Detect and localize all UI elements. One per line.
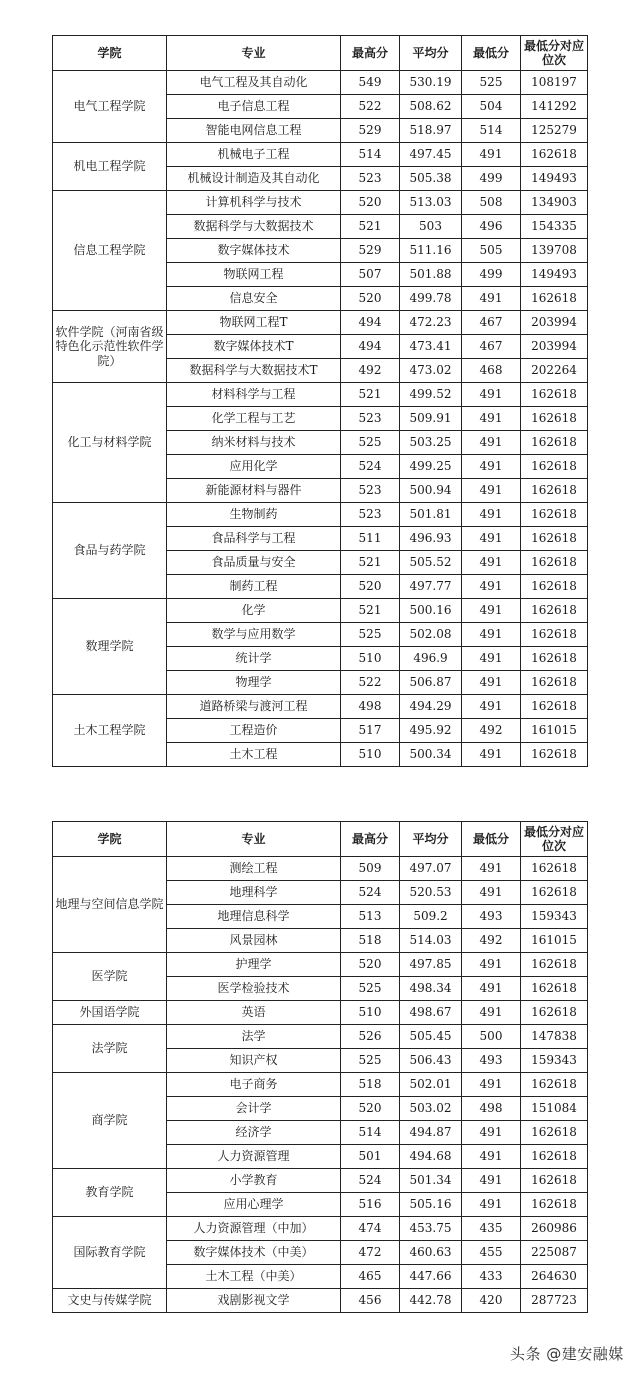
rank-cell: 162618 [521, 431, 588, 455]
major-cell: 材料科学与工程 [167, 383, 341, 407]
major-cell: 化学工程与工艺 [167, 407, 341, 431]
rank-cell: 162618 [521, 695, 588, 719]
avg-score-cell: 494.68 [400, 1145, 462, 1169]
table-row [53, 1073, 588, 1097]
table-row [53, 1001, 588, 1025]
max-score-cell: 501 [341, 1145, 400, 1169]
min-score-cell: 491 [462, 857, 521, 881]
min-score-cell: 492 [462, 929, 521, 953]
major-cell: 信息安全 [167, 287, 341, 311]
rank-cell: 162618 [521, 599, 588, 623]
avg-score-cell: 503 [400, 215, 462, 239]
max-score-cell: 510 [341, 1001, 400, 1025]
rank-cell: 162618 [521, 1145, 588, 1169]
avg-score-cell: 500.16 [400, 599, 462, 623]
major-cell: 土木工程（中美） [167, 1265, 341, 1289]
header-avg-score: 平均分 [400, 822, 462, 857]
major-cell: 电气工程及其自动化 [167, 71, 341, 95]
max-score-cell: 494 [341, 335, 400, 359]
avg-score-cell: 473.41 [400, 335, 462, 359]
max-score-cell: 525 [341, 977, 400, 1001]
rank-cell: 203994 [521, 311, 588, 335]
min-score-cell: 491 [462, 1073, 521, 1097]
min-score-cell: 491 [462, 953, 521, 977]
rank-cell: 161015 [521, 929, 588, 953]
major-cell: 小学教育 [167, 1169, 341, 1193]
rank-cell: 162618 [521, 1001, 588, 1025]
max-score-cell: 498 [341, 695, 400, 719]
header-max-score: 最高分 [341, 822, 400, 857]
max-score-cell: 524 [341, 455, 400, 479]
major-cell: 化学 [167, 599, 341, 623]
rank-cell: 264630 [521, 1265, 588, 1289]
table-header-row [53, 36, 588, 71]
major-cell: 英语 [167, 1001, 341, 1025]
min-score-cell: 491 [462, 479, 521, 503]
min-score-cell: 491 [462, 503, 521, 527]
major-cell: 物联网工程T [167, 311, 341, 335]
avg-score-cell: 497.85 [400, 953, 462, 977]
rank-cell: 149493 [521, 263, 588, 287]
avg-score-cell: 496.93 [400, 527, 462, 551]
college-cell: 法学院 [53, 1025, 167, 1073]
min-score-cell: 504 [462, 95, 521, 119]
college-cell: 土木工程学院 [53, 695, 167, 767]
max-score-cell: 521 [341, 599, 400, 623]
major-cell: 食品质量与安全 [167, 551, 341, 575]
major-cell: 食品科学与工程 [167, 527, 341, 551]
avg-score-cell: 494.29 [400, 695, 462, 719]
max-score-cell: 523 [341, 503, 400, 527]
min-score-cell: 491 [462, 455, 521, 479]
avg-score-cell: 442.78 [400, 1289, 462, 1313]
major-cell: 地理信息科学 [167, 905, 341, 929]
min-score-cell: 492 [462, 719, 521, 743]
avg-score-cell: 509.91 [400, 407, 462, 431]
min-score-cell: 496 [462, 215, 521, 239]
major-cell: 数字媒体技术（中美） [167, 1241, 341, 1265]
rank-cell: 159343 [521, 905, 588, 929]
min-score-cell: 500 [462, 1025, 521, 1049]
min-score-cell: 491 [462, 407, 521, 431]
max-score-cell: 472 [341, 1241, 400, 1265]
min-score-cell: 491 [462, 671, 521, 695]
major-cell: 数字媒体技术 [167, 239, 341, 263]
major-cell: 生物制药 [167, 503, 341, 527]
rank-cell: 162618 [521, 857, 588, 881]
college-cell: 电气工程学院 [53, 71, 167, 143]
major-cell: 土木工程 [167, 743, 341, 767]
max-score-cell: 520 [341, 191, 400, 215]
rank-cell: 202264 [521, 359, 588, 383]
major-cell: 纳米材料与技术 [167, 431, 341, 455]
avg-score-cell: 506.43 [400, 1049, 462, 1073]
avg-score-cell: 506.87 [400, 671, 462, 695]
avg-score-cell: 497.77 [400, 575, 462, 599]
avg-score-cell: 495.92 [400, 719, 462, 743]
header-min-score-rank: 最低分对应位次 [521, 822, 588, 857]
min-score-cell: 514 [462, 119, 521, 143]
rank-cell: 162618 [521, 1193, 588, 1217]
min-score-cell: 491 [462, 1169, 521, 1193]
header-min-score-rank: 最低分对应位次 [521, 36, 588, 71]
max-score-cell: 518 [341, 1073, 400, 1097]
avg-score-cell: 453.75 [400, 1217, 462, 1241]
rank-cell: 159343 [521, 1049, 588, 1073]
max-score-cell: 525 [341, 431, 400, 455]
max-score-cell: 492 [341, 359, 400, 383]
rank-cell: 260986 [521, 1217, 588, 1241]
max-score-cell: 522 [341, 95, 400, 119]
major-cell: 电子信息工程 [167, 95, 341, 119]
min-score-cell: 491 [462, 623, 521, 647]
college-cell: 外国语学院 [53, 1001, 167, 1025]
max-score-cell: 525 [341, 623, 400, 647]
watermark-text: 头条 @建安融媒 [510, 1345, 624, 1363]
table-row [53, 857, 588, 881]
min-score-cell: 491 [462, 431, 521, 455]
max-score-cell: 523 [341, 167, 400, 191]
max-score-cell: 521 [341, 383, 400, 407]
major-cell: 数据科学与大数据技术 [167, 215, 341, 239]
avg-score-cell: 494.87 [400, 1121, 462, 1145]
major-cell: 物理学 [167, 671, 341, 695]
table-row [53, 1025, 588, 1049]
major-cell: 护理学 [167, 953, 341, 977]
major-cell: 戏剧影视文学 [167, 1289, 341, 1313]
min-score-cell: 493 [462, 1049, 521, 1073]
avg-score-cell: 503.02 [400, 1097, 462, 1121]
rank-cell: 162618 [521, 455, 588, 479]
college-cell: 机电工程学院 [53, 143, 167, 191]
header-max-score: 最高分 [341, 36, 400, 71]
college-cell: 数理学院 [53, 599, 167, 695]
avg-score-cell: 518.97 [400, 119, 462, 143]
max-score-cell: 521 [341, 215, 400, 239]
min-score-cell: 493 [462, 905, 521, 929]
major-cell: 制药工程 [167, 575, 341, 599]
rank-cell: 162618 [521, 1169, 588, 1193]
table-row [53, 311, 588, 335]
rank-cell: 162618 [521, 383, 588, 407]
max-score-cell: 514 [341, 143, 400, 167]
table-row [53, 1169, 588, 1193]
avg-score-cell: 496.9 [400, 647, 462, 671]
rank-cell: 162618 [521, 407, 588, 431]
table-row [53, 383, 588, 407]
rank-cell: 162618 [521, 1121, 588, 1145]
major-cell: 机械电子工程 [167, 143, 341, 167]
min-score-cell: 435 [462, 1217, 521, 1241]
min-score-cell: 420 [462, 1289, 521, 1313]
rank-cell: 225087 [521, 1241, 588, 1265]
rank-cell: 147838 [521, 1025, 588, 1049]
max-score-cell: 507 [341, 263, 400, 287]
avg-score-cell: 501.34 [400, 1169, 462, 1193]
score-table-2 [52, 821, 588, 1313]
rank-cell: 108197 [521, 71, 588, 95]
rank-cell: 151084 [521, 1097, 588, 1121]
rank-cell: 162618 [521, 503, 588, 527]
major-cell: 机械设计制造及其自动化 [167, 167, 341, 191]
max-score-cell: 456 [341, 1289, 400, 1313]
avg-score-cell: 460.63 [400, 1241, 462, 1265]
rank-cell: 162618 [521, 527, 588, 551]
min-score-cell: 525 [462, 71, 521, 95]
major-cell: 道路桥梁与渡河工程 [167, 695, 341, 719]
table-row [53, 503, 588, 527]
max-score-cell: 465 [341, 1265, 400, 1289]
major-cell: 统计学 [167, 647, 341, 671]
avg-score-cell: 508.62 [400, 95, 462, 119]
major-cell: 应用化学 [167, 455, 341, 479]
table-header-row [53, 822, 588, 857]
avg-score-cell: 499.78 [400, 287, 462, 311]
max-score-cell: 524 [341, 1169, 400, 1193]
avg-score-cell: 501.81 [400, 503, 462, 527]
header-college: 学院 [53, 36, 167, 71]
max-score-cell: 494 [341, 311, 400, 335]
table-row [53, 599, 588, 623]
avg-score-cell: 505.52 [400, 551, 462, 575]
college-cell: 国际教育学院 [53, 1217, 167, 1289]
table-row [53, 1217, 588, 1241]
rank-cell: 125279 [521, 119, 588, 143]
college-cell: 化工与材料学院 [53, 383, 167, 503]
rank-cell: 134903 [521, 191, 588, 215]
min-score-cell: 491 [462, 143, 521, 167]
rank-cell: 162618 [521, 881, 588, 905]
min-score-cell: 467 [462, 335, 521, 359]
major-cell: 知识产权 [167, 1049, 341, 1073]
major-cell: 数据科学与大数据技术T [167, 359, 341, 383]
rank-cell: 162618 [521, 1073, 588, 1097]
min-score-cell: 467 [462, 311, 521, 335]
major-cell: 应用心理学 [167, 1193, 341, 1217]
major-cell: 经济学 [167, 1121, 341, 1145]
max-score-cell: 511 [341, 527, 400, 551]
college-cell: 文史与传媒学院 [53, 1289, 167, 1313]
avg-score-cell: 447.66 [400, 1265, 462, 1289]
avg-score-cell: 497.45 [400, 143, 462, 167]
max-score-cell: 520 [341, 953, 400, 977]
min-score-cell: 491 [462, 647, 521, 671]
max-score-cell: 525 [341, 1049, 400, 1073]
rank-cell: 162618 [521, 623, 588, 647]
avg-score-cell: 499.52 [400, 383, 462, 407]
min-score-cell: 491 [462, 527, 521, 551]
max-score-cell: 526 [341, 1025, 400, 1049]
avg-score-cell: 503.25 [400, 431, 462, 455]
min-score-cell: 491 [462, 551, 521, 575]
min-score-cell: 498 [462, 1097, 521, 1121]
avg-score-cell: 473.02 [400, 359, 462, 383]
table-row [53, 1289, 588, 1313]
avg-score-cell: 502.01 [400, 1073, 462, 1097]
major-cell: 工程造价 [167, 719, 341, 743]
rank-cell: 161015 [521, 719, 588, 743]
max-score-cell: 518 [341, 929, 400, 953]
avg-score-cell: 502.08 [400, 623, 462, 647]
major-cell: 风景园林 [167, 929, 341, 953]
min-score-cell: 491 [462, 695, 521, 719]
major-cell: 物联网工程 [167, 263, 341, 287]
major-cell: 新能源材料与器件 [167, 479, 341, 503]
min-score-cell: 491 [462, 1001, 521, 1025]
major-cell: 智能电网信息工程 [167, 119, 341, 143]
min-score-cell: 491 [462, 1121, 521, 1145]
max-score-cell: 510 [341, 647, 400, 671]
major-cell: 人力资源管理（中加） [167, 1217, 341, 1241]
max-score-cell: 509 [341, 857, 400, 881]
college-cell: 教育学院 [53, 1169, 167, 1217]
avg-score-cell: 499.25 [400, 455, 462, 479]
rank-cell: 149493 [521, 167, 588, 191]
min-score-cell: 491 [462, 599, 521, 623]
header-avg-score: 平均分 [400, 36, 462, 71]
rank-cell: 141292 [521, 95, 588, 119]
college-cell: 食品与药学院 [53, 503, 167, 599]
major-cell: 数学与应用数学 [167, 623, 341, 647]
avg-score-cell: 513.03 [400, 191, 462, 215]
major-cell: 人力资源管理 [167, 1145, 341, 1169]
max-score-cell: 510 [341, 743, 400, 767]
min-score-cell: 433 [462, 1265, 521, 1289]
max-score-cell: 513 [341, 905, 400, 929]
max-score-cell: 520 [341, 1097, 400, 1121]
rank-cell: 287723 [521, 1289, 588, 1313]
table-row [53, 143, 588, 167]
rank-cell: 162618 [521, 479, 588, 503]
major-cell: 计算机科学与技术 [167, 191, 341, 215]
min-score-cell: 508 [462, 191, 521, 215]
max-score-cell: 474 [341, 1217, 400, 1241]
min-score-cell: 491 [462, 1193, 521, 1217]
table-row [53, 953, 588, 977]
header-min-score: 最低分 [462, 822, 521, 857]
table-row [53, 191, 588, 215]
min-score-cell: 491 [462, 977, 521, 1001]
max-score-cell: 529 [341, 239, 400, 263]
rank-cell: 162618 [521, 647, 588, 671]
rank-cell: 162618 [521, 977, 588, 1001]
header-major: 专业 [167, 36, 341, 71]
avg-score-cell: 505.16 [400, 1193, 462, 1217]
rank-cell: 162618 [521, 575, 588, 599]
avg-score-cell: 530.19 [400, 71, 462, 95]
major-cell: 地理科学 [167, 881, 341, 905]
rank-cell: 162618 [521, 743, 588, 767]
rank-cell: 139708 [521, 239, 588, 263]
avg-score-cell: 501.88 [400, 263, 462, 287]
score-table-1 [52, 35, 588, 767]
max-score-cell: 549 [341, 71, 400, 95]
major-cell: 测绘工程 [167, 857, 341, 881]
min-score-cell: 499 [462, 167, 521, 191]
college-cell: 软件学院（河南省级特色化示范性软件学院） [53, 311, 167, 383]
college-cell: 医学院 [53, 953, 167, 1001]
min-score-cell: 491 [462, 743, 521, 767]
min-score-cell: 491 [462, 383, 521, 407]
max-score-cell: 522 [341, 671, 400, 695]
max-score-cell: 520 [341, 575, 400, 599]
header-min-score: 最低分 [462, 36, 521, 71]
avg-score-cell: 509.2 [400, 905, 462, 929]
college-cell: 信息工程学院 [53, 191, 167, 311]
major-cell: 电子商务 [167, 1073, 341, 1097]
rank-cell: 162618 [521, 143, 588, 167]
min-score-cell: 491 [462, 1145, 521, 1169]
avg-score-cell: 497.07 [400, 857, 462, 881]
max-score-cell: 517 [341, 719, 400, 743]
rank-cell: 162618 [521, 671, 588, 695]
avg-score-cell: 500.94 [400, 479, 462, 503]
min-score-cell: 505 [462, 239, 521, 263]
rank-cell: 162618 [521, 953, 588, 977]
major-cell: 会计学 [167, 1097, 341, 1121]
college-cell: 商学院 [53, 1073, 167, 1169]
min-score-cell: 491 [462, 287, 521, 311]
major-cell: 法学 [167, 1025, 341, 1049]
avg-score-cell: 505.45 [400, 1025, 462, 1049]
header-college: 学院 [53, 822, 167, 857]
major-cell: 医学检验技术 [167, 977, 341, 1001]
max-score-cell: 521 [341, 551, 400, 575]
avg-score-cell: 511.16 [400, 239, 462, 263]
avg-score-cell: 500.34 [400, 743, 462, 767]
avg-score-cell: 498.67 [400, 1001, 462, 1025]
avg-score-cell: 472.23 [400, 311, 462, 335]
avg-score-cell: 498.34 [400, 977, 462, 1001]
max-score-cell: 516 [341, 1193, 400, 1217]
rank-cell: 162618 [521, 551, 588, 575]
max-score-cell: 514 [341, 1121, 400, 1145]
max-score-cell: 524 [341, 881, 400, 905]
min-score-cell: 468 [462, 359, 521, 383]
table-row [53, 71, 588, 95]
header-major: 专业 [167, 822, 341, 857]
max-score-cell: 520 [341, 287, 400, 311]
min-score-cell: 491 [462, 881, 521, 905]
rank-cell: 203994 [521, 335, 588, 359]
avg-score-cell: 520.53 [400, 881, 462, 905]
avg-score-cell: 505.38 [400, 167, 462, 191]
max-score-cell: 523 [341, 479, 400, 503]
rank-cell: 162618 [521, 287, 588, 311]
avg-score-cell: 514.03 [400, 929, 462, 953]
major-cell: 数字媒体技术T [167, 335, 341, 359]
max-score-cell: 529 [341, 119, 400, 143]
college-cell: 地理与空间信息学院 [53, 857, 167, 953]
table-row [53, 695, 588, 719]
rank-cell: 154335 [521, 215, 588, 239]
max-score-cell: 523 [341, 407, 400, 431]
min-score-cell: 499 [462, 263, 521, 287]
min-score-cell: 491 [462, 575, 521, 599]
min-score-cell: 455 [462, 1241, 521, 1265]
